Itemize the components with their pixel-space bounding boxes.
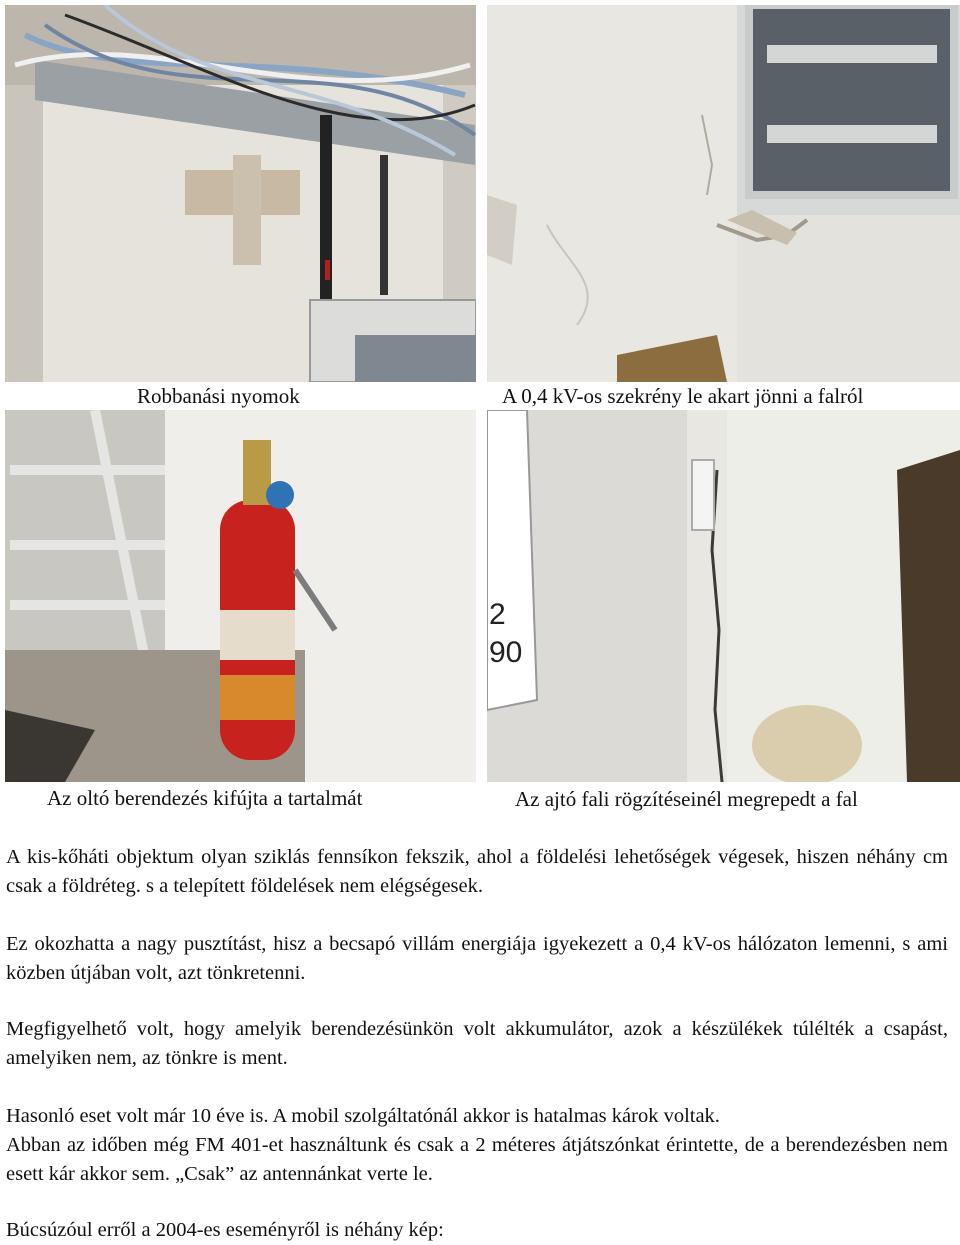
caption-cabinet: A 0,4 kV-os szekrény le akart jönni a falról: [502, 384, 864, 408]
cracked-door-wall-photo: [487, 410, 960, 782]
caption-extinguisher: Az oltó berendezés kifújta a tartalmát: [47, 786, 363, 810]
wall-sign-line-1: 2: [489, 598, 506, 631]
fire-extinguisher-photo: [5, 410, 476, 782]
paragraph-previous-event-line-1: Hasonló eset volt már 10 éve is. A mobil szolgáltatónál akkor is hatalmas károk voltak.: [6, 1105, 720, 1127]
paragraph-destruction-text: Ez okozhatta a nagy pusztítást, hisz a becsapó villám energiája igyekezett a 0,4 kV-os hálózaton lemenni, s ami közben útjában volt, azt tönkretenni.: [6, 933, 948, 984]
wall-sign-text: [489, 596, 522, 672]
paragraph-battery: [6, 1015, 948, 1073]
photo-door-wall-crack: [487, 410, 960, 782]
paragraph-destruction: [6, 930, 948, 988]
caption-door-crack: Az ajtó fali rögzítéseinél megrepedt a fal: [515, 787, 858, 811]
photo-fire-extinguisher: [5, 410, 476, 782]
paragraph-farewell: [6, 1216, 948, 1245]
paragraph-terrain-text: A kis-kőháti objektum olyan sziklás fennsíkon fekszik, ahol a földelési lehetőségek végesek, hiszen néhány cm csak a földréteg. s a telepített földelések nem elégségesek.: [6, 846, 948, 897]
paragraph-battery-text: Megfigyelhető volt, hogy amelyik berendezésünkön volt akkumulátor, azok a készülékek túlélték a csapást, amelyiken nem, az tönkre is ment.: [6, 1018, 948, 1069]
paragraph-terrain: [6, 843, 948, 901]
caption-explosion-traces: Robbanási nyomok: [137, 384, 300, 408]
ceiling-cable-tray-photo: [5, 5, 476, 382]
paragraph-farewell-text: Búcsúzóul erről a 2004-es eseményről is néhány kép:: [6, 1219, 444, 1241]
photo-explosion-traces: [5, 5, 476, 382]
photo-cabinet-wall-damage: [487, 5, 960, 382]
cracked-wall-cabinet-photo: [487, 5, 960, 382]
paragraph-previous-event-line-2: Abban az időben még FM 401-et használtunk és csak a 2 méteres átjátszónkat érintette, de a berendezésben nem esett kár akkor sem. „Csak” az antennánkat verte le.: [6, 1134, 948, 1185]
wall-sign-line-2: 90: [489, 636, 523, 669]
paragraph-previous-event: [6, 1102, 948, 1189]
